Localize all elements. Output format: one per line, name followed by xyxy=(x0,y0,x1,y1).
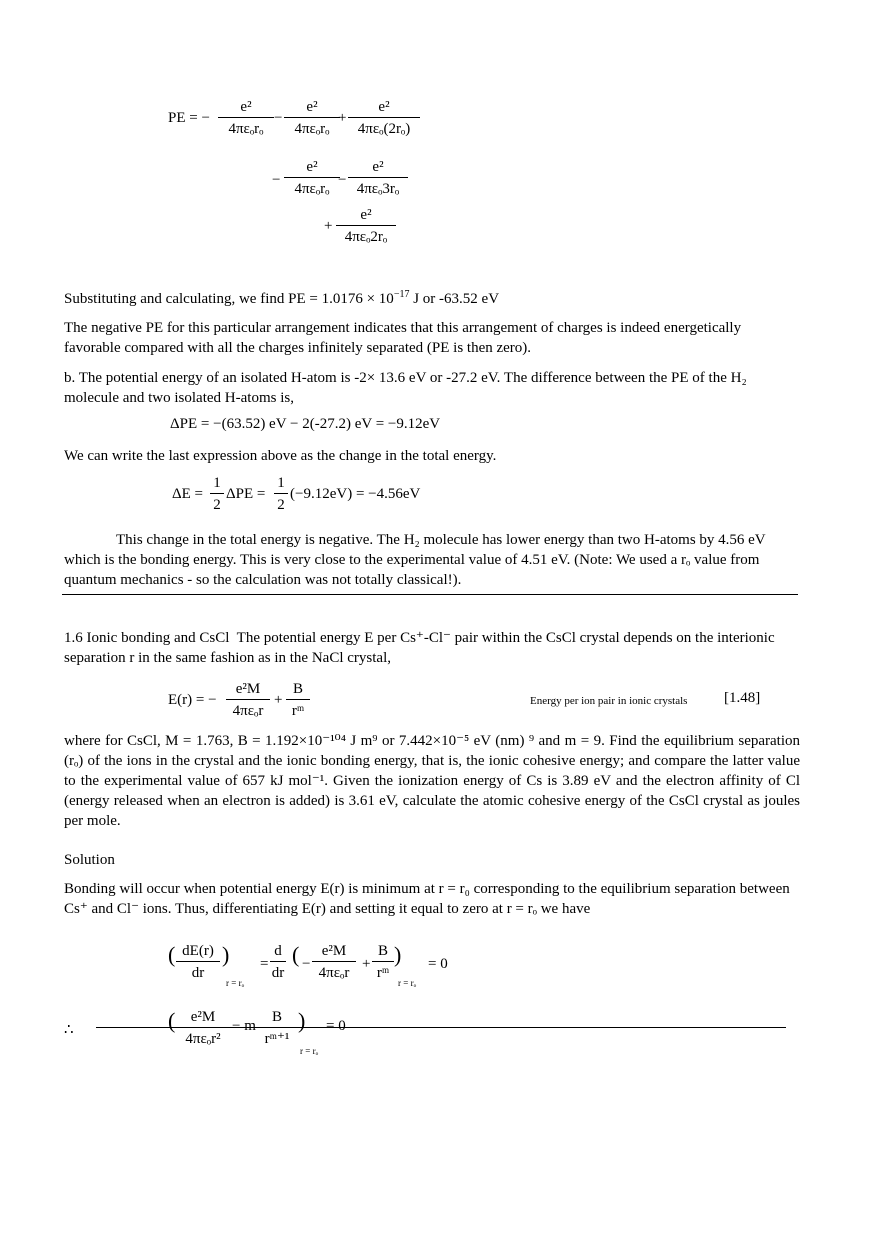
problem-text-paragraph: where for CsCl, M = 1.763, B = 1.192×10⁻¹⁰⁴ J m⁹ or 7.442×10⁻⁵ eV (nm) ⁹ and m = 9. Find the equilibrium separation (rₒ) of the ions in the crystal and the ionic bonding energy, that is, the ionic cohesive energy; and compare the latter value to the experimental value of 657 kJ mol⁻¹. Given the ionization energy of Cs is 3.89 eV and the electron affinity of Cl (energy released when an electron is added) is 3.61 eV, calculate the atomic cohesive energy of the CsCl crystal as joules per mole. xyxy=(64,733,800,829)
er-frac-1: e²M 4πεₒr xyxy=(226,680,270,720)
therefore-frac-2: B rᵐ⁺¹ xyxy=(264,1009,290,1047)
problem-intro-paragraph: 1.6 Ionic bonding and CsCl The potential energy E per Cs⁺-Cl⁻ pair within the CsCl crystal depends on the interionic separation r in the same fashion as in the NaCl crystal, xyxy=(64,630,775,666)
deriv-frac-d: d dr xyxy=(271,943,285,981)
section-divider xyxy=(62,594,798,595)
negative-pe-paragraph: The negative PE for this particular arrangement indicates that this arrangement of charges is indeed energetically favorable compared with all the charges infinitely separated (PE is then zero). xyxy=(64,320,742,356)
part-b-paragraph: b. The potential energy of an isolated H-atom is -2× 13.6 eV or -27.2 eV. The difference between the PE of the H₂ molecule and two isolated H-atoms is, xyxy=(64,370,747,406)
change-paragraph: This change in the total energy is negative. The H₂ molecule has lower energy than two H-atoms by 4.56 eV which is the bonding energy. This is very close to the experimental value of 4.51 eV. (Note: We used a rₒ value from quantum mechanics - so the calculation was not totally classical!). xyxy=(64,532,766,588)
last-expression-paragraph: We can write the last expression above as the change in the total energy. xyxy=(64,448,497,464)
therefore-frac-1: e²M 4πεₒr² xyxy=(185,1009,221,1047)
bonding-paragraph: Bonding will occur when potential energy E(r) is minimum at r = r₀ corresponding to the equilibrium separation between Cs⁺ and Cl⁻ ions. Thus, differentiating E(r) and setting it equal to zero at r = rₒ we have xyxy=(64,881,790,917)
solution-heading: Solution xyxy=(64,852,115,868)
pe-term-4: e² 4πεₒrₒ xyxy=(284,158,340,198)
deriv-frac-l: dE(r) dr xyxy=(176,942,220,982)
pe-lhs: PE = − xyxy=(168,110,210,126)
delta-e-frac-2: 1 2 xyxy=(274,474,288,514)
pe-term-5: e² 4πεₒ3rₒ xyxy=(348,158,408,198)
pe-term-1: e² 4πεₒrₒ xyxy=(218,98,274,138)
substituting-paragraph: Substituting and calculating, we find PE = $1.0176 \times 10^{-17}$ J or -63.52 eV xyxy=(64,289,500,307)
equation-number: [1.48] xyxy=(724,690,761,706)
pe-term-3: e² 4πεₒ(2rₒ) xyxy=(348,98,420,138)
delta-e-frac-1: 1 2 xyxy=(210,474,224,514)
therefore-symbol: ∴ xyxy=(64,1022,74,1038)
deriv-frac-1: e²M 4πεₒr xyxy=(312,942,356,982)
equation-delta-pe: ΔPE = −(63.52) eV − 2(-27.2) eV = −9.12eV xyxy=(170,416,441,432)
er-frac-2: B rᵐ xyxy=(286,680,310,720)
pe-term-2: e² 4πεₒrₒ xyxy=(284,98,340,138)
equation-caption: Energy per ion pair in ionic crystals xyxy=(530,695,688,707)
problem-heading: 1.6 Ionic bonding and CsCl xyxy=(64,630,230,646)
pe-term-6: e² 4πεₒ2rₒ xyxy=(336,206,396,246)
deriv-frac-2: B rᵐ xyxy=(372,942,394,982)
